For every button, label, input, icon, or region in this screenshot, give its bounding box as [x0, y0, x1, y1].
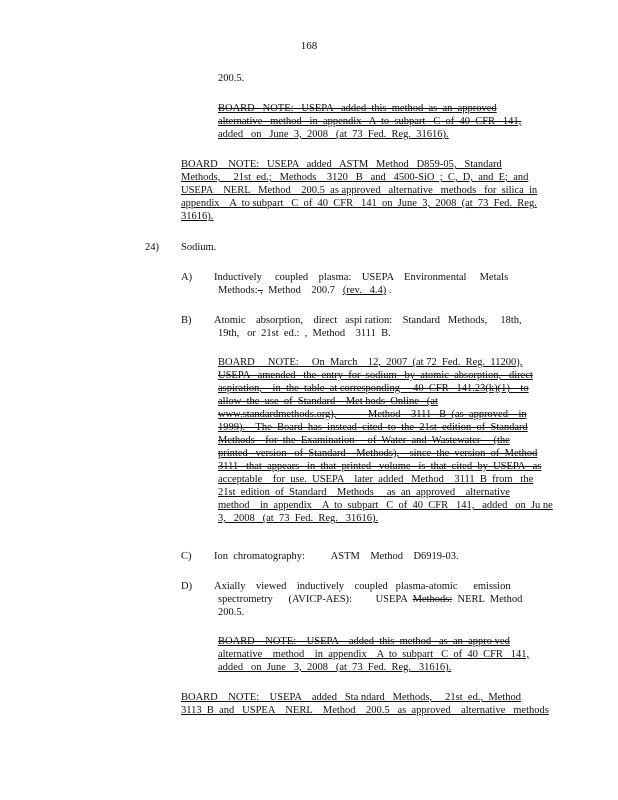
subitem-text: Axially viewed inductively coupled plasma-atomic emission	[214, 581, 511, 592]
subitem-text	[218, 285, 391, 297]
struck-note-line: BOARD NOTE: USEPA added this method as an approved	[218, 103, 497, 114]
subitem-text: Inductively coupled plasma: USEPA Environmental Metals	[214, 272, 509, 283]
board-note-line: acceptable for use. USEPA later added Method 3111 B from the	[218, 474, 534, 485]
subitem-label: C)	[181, 551, 192, 562]
underlined-note-line: added on June 3, 2008 (at 73 Fed. Reg. 31616).	[218, 129, 449, 140]
board-note-line: 31616).	[181, 211, 214, 222]
board-note-line: USEPA NERL Method 200.5 as approved alternative methods for silica in	[181, 185, 538, 196]
struck-note-line: Methods for the Examination of Water and Wastewater (the	[218, 435, 510, 446]
subitem-text: Ion chromatography: ASTM Method D6919-03.	[214, 551, 459, 562]
struck-note-line: alternative method in appendix A to subpart C of 40 CFR 141,	[218, 116, 522, 127]
board-note-line: 21st edition of Standard Methods as an approved alternative	[218, 487, 510, 498]
text-segment: spectrometry (AVICP-AES): USEPA	[218, 594, 413, 605]
subitem-text: 19th, or 21st ed.: , Method 3111 B.	[218, 328, 391, 339]
item-title: Sodium.	[181, 242, 217, 253]
board-note-line: BOARD NOTE: USEPA added ASTM Method D859-05, Standard	[181, 159, 502, 170]
struck-note-line: aspiration, in the table at corresponding 40 CFR 141.23(k)(1) to	[218, 383, 529, 394]
subitem-text: 200.5.	[218, 607, 245, 618]
top-ref-text: 200.5.	[218, 73, 245, 84]
text-segment: Method 200.7	[262, 285, 343, 296]
board-note-line: BOARD NOTE: USEPA added Sta ndard Methods, 21st ed., Method	[181, 692, 521, 703]
board-note-line: Methods, 21st ed.; Methods 3120 B and 4500-SiO ; C, D, and E; and	[181, 172, 529, 183]
subitem-label: B)	[181, 315, 192, 326]
board-note-line: BOARD NOTE: On March 12, 2007 (at 72 Fed. Reg. 11200),	[218, 357, 523, 368]
board-note-line: added on June 3, 2008 (at 73 Fed. Reg. 31616).	[218, 662, 452, 673]
struck-text: Methods:	[412, 594, 453, 605]
underlined-text: (rev. 4.4)	[342, 285, 387, 296]
subitem-label: D)	[181, 581, 193, 592]
page-number: 168	[300, 40, 318, 52]
board-note-line: alternative method in appendix A to subpart C of 40 CFR 141,	[218, 649, 530, 660]
board-note-line: 3113 B and USPEA NERL Method 200.5 as approved alternative methods	[181, 705, 549, 716]
struck-note-line: allow the use of Standard Met hods Online (at	[218, 396, 438, 407]
struck-note-line: printed version of Standard Methods), since the version of Method	[218, 448, 538, 459]
text-segment: NERL Method	[452, 594, 523, 605]
board-note-line: 3, 2008 (at 73 Fed. Reg. 31616).	[218, 513, 379, 524]
text-segment: .	[386, 285, 392, 296]
subitem-text	[218, 594, 522, 606]
subitem-text: Atomic absorption, direct aspi ration: Standard Methods, 18th,	[214, 315, 522, 326]
struck-note-line: USEPA amended the entry for sodium by atomic absorption, direct	[218, 370, 533, 381]
struck-text: ,	[257, 285, 263, 296]
text-segment: Methods:	[218, 285, 258, 296]
board-note-line: method in appendix A to subpart C of 40 CFR 141, added on Ju ne	[218, 500, 553, 511]
subitem-label: A)	[181, 272, 193, 283]
struck-note-line: BOARD NOTE: USEPA added this method as an appro ved	[218, 636, 510, 647]
struck-note-line: 3111 that appears in that printed volume is that cited by USEPA as	[218, 461, 542, 472]
struck-note-line: 1999). The Board has instead cited to the 21st edition of Standard	[218, 422, 528, 433]
item-number: 24)	[145, 242, 159, 253]
board-note-line: appendix A to subpart C of 40 CFR 141 on June 3, 2008 (at 73 Fed. Reg.	[181, 198, 537, 209]
struck-note-line: www.standardmethods.org), Method 3111 B (as approved in	[218, 409, 527, 420]
